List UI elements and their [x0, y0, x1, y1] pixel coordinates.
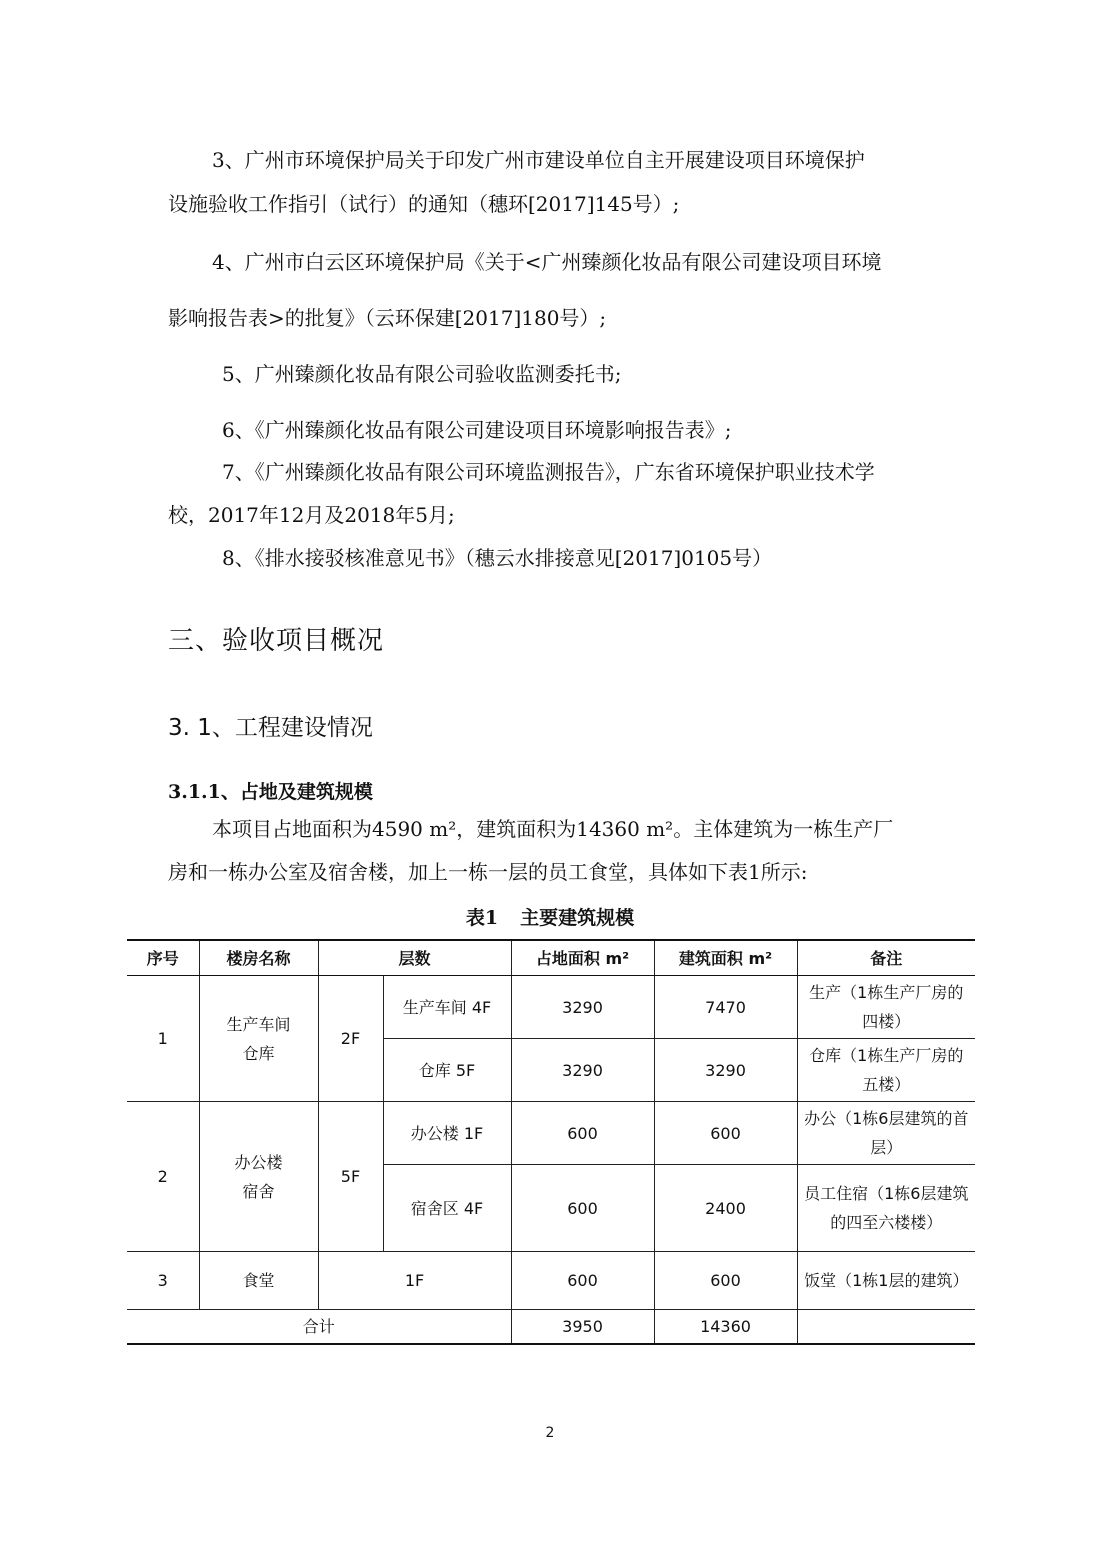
cell-note: 员工住宿（1栋6层建筑的四至六楼楼） — [797, 1165, 975, 1252]
cell-build-area: 600 — [654, 1102, 797, 1165]
cell-part: 生产车间 4F — [383, 976, 511, 1039]
cell-no: 3 — [127, 1252, 199, 1310]
cell-floors: 5F — [318, 1102, 383, 1252]
header-land-area: 占地面积 m² — [511, 940, 654, 976]
cell-total-label: 合计 — [127, 1310, 511, 1345]
cell-note: 仓库（1栋生产厂房的五楼） — [797, 1039, 975, 1102]
paragraph-line: 3、广州市环境保护局关于印发广州市建设单位自主开展建设项目环境保护 — [212, 148, 865, 172]
cell-land-area: 600 — [511, 1102, 654, 1165]
cell-part: 办公楼 1F — [383, 1102, 511, 1165]
subsection-heading: 3. 1、工程建设情况 — [168, 715, 373, 741]
cell-build-area: 7470 — [654, 976, 797, 1039]
header-name: 楼房名称 — [199, 940, 318, 976]
cell-land-area: 3290 — [511, 976, 654, 1039]
paragraph-line: 7、《广州臻颜化妆品有限公司环境监测报告》，广东省环境保护职业技术学 — [222, 460, 875, 484]
cell-total-note — [797, 1310, 975, 1345]
page-number: 2 — [545, 1425, 555, 1441]
cell-no: 2 — [127, 1102, 199, 1252]
cell-build-area: 2400 — [654, 1165, 797, 1252]
header-build-area: 建筑面积 m² — [654, 940, 797, 976]
header-note: 备注 — [797, 940, 975, 976]
subsubsection-heading: 3.1.1、占地及建筑规模 — [168, 781, 373, 803]
table-row — [127, 976, 975, 1039]
cell-build-area: 600 — [654, 1252, 797, 1310]
cell-part: 仓库 5F — [383, 1039, 511, 1102]
cell-note: 生产（1栋生产厂房的四楼） — [797, 976, 975, 1039]
cell-note: 饭堂（1栋1层的建筑） — [797, 1252, 975, 1310]
cell-land-area: 600 — [511, 1252, 654, 1310]
paragraph-line: 影响报告表>的批复》（云环保建[2017]180号）; — [168, 306, 607, 330]
cell-land-area: 3290 — [511, 1039, 654, 1102]
paragraph-line: 校，2017年12月及2018年5月; — [168, 503, 455, 527]
table-caption — [0, 903, 1100, 930]
paragraph-line: 6、《广州臻颜化妆品有限公司建设项目环境影响报告表》; — [222, 418, 732, 442]
table-caption-title: 主要建筑规模 — [520, 907, 635, 929]
cell-build-area: 3290 — [654, 1039, 797, 1102]
body-line: 本项目占地面积为4590 m²，建筑面积为14360 m²。主体建筑为一栋生产厂 — [212, 817, 894, 841]
table-header-row — [127, 940, 975, 976]
table-row — [127, 1102, 975, 1165]
cell-name: 生产车间 仓库 — [199, 976, 318, 1102]
cell-part: 宿舍区 4F — [383, 1165, 511, 1252]
cell-name: 食堂 — [199, 1252, 318, 1310]
section-heading: 三、验收项目概况 — [168, 626, 385, 656]
paragraph-line: 设施验收工作指引（试行）的通知（穗环[2017]145号）; — [168, 192, 680, 216]
cell-note: 办公（1栋6层建筑的首层） — [797, 1102, 975, 1165]
paragraph-line: 8、《排水接驳核准意见书》（穗云水排接意见[2017]0105号） — [222, 546, 773, 570]
cell-floors: 1F — [318, 1252, 511, 1310]
table-total-row — [127, 1310, 975, 1345]
header-no: 序号 — [127, 940, 199, 976]
paragraph-line: 5、广州臻颜化妆品有限公司验收监测委托书; — [222, 362, 622, 386]
cell-total-build-area: 14360 — [654, 1310, 797, 1345]
cell-no: 1 — [127, 976, 199, 1102]
header-floors: 层数 — [318, 940, 511, 976]
building-scale-table — [127, 939, 975, 1345]
cell-name: 办公楼 宿舍 — [199, 1102, 318, 1252]
cell-floors: 2F — [318, 976, 383, 1102]
paragraph-line: 4、广州市白云区环境保护局《关于<广州臻颜化妆品有限公司建设项目环境 — [212, 250, 882, 274]
cell-total-land-area: 3950 — [511, 1310, 654, 1345]
table-caption-label: 表1 — [465, 907, 499, 929]
table-row — [127, 1252, 975, 1310]
cell-land-area: 600 — [511, 1165, 654, 1252]
body-line: 房和一栋办公室及宿舍楼，加上一栋一层的员工食堂，具体如下表1所示: — [168, 860, 808, 884]
